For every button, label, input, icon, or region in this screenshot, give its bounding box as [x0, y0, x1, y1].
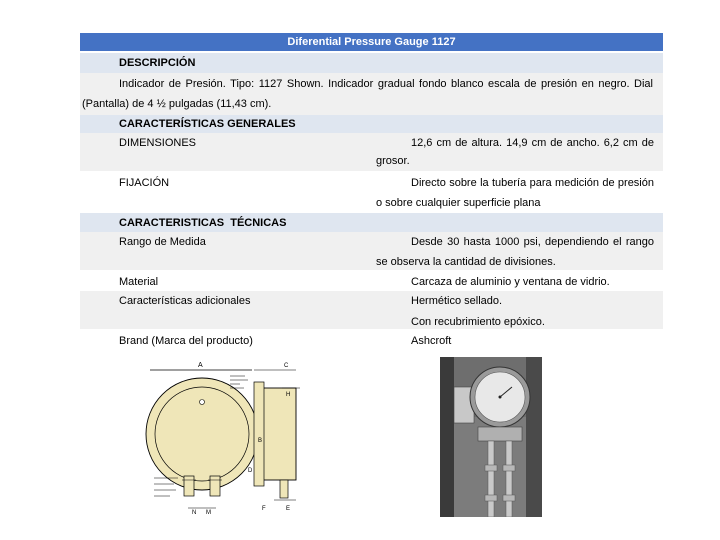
- dim-label-m: M: [206, 510, 211, 516]
- dim-label-a: A: [198, 362, 203, 369]
- brand-value: Ashcroft: [411, 335, 452, 347]
- technical-row-range: [80, 232, 663, 270]
- additional-label: Características adicionales: [119, 295, 251, 307]
- dim-label-h: H: [286, 392, 291, 398]
- material-value: Carcaza de aluminio y ventana de vidrio.: [411, 276, 610, 288]
- dim-label-f: F: [262, 506, 266, 512]
- dim-label-n: N: [192, 510, 197, 516]
- brand-label: Brand (Marca del producto): [119, 335, 253, 347]
- range-label: Rango de Medida: [119, 236, 206, 248]
- additional-value-line-2: Con recubrimiento epóxico.: [411, 316, 545, 328]
- general-row-dimensions: [80, 133, 663, 171]
- dim-label-e: E: [286, 506, 291, 512]
- technical-heading: CARACTERISTICAS TÉCNICAS: [119, 217, 287, 229]
- description-section: [80, 53, 663, 73]
- range-value-line-2: se observa la cantidad de divisiones.: [376, 256, 556, 268]
- material-label: Material: [119, 276, 159, 288]
- dim-label-b: B: [258, 438, 263, 444]
- gauge-photo: [440, 357, 542, 517]
- dim-label-d: D: [248, 468, 253, 474]
- general-heading: CARACTERÍSTICAS GENERALES: [119, 118, 296, 130]
- dimensions-label: DIMENSIONES: [119, 137, 197, 149]
- technical-row-additional: [80, 291, 663, 329]
- description-body: [80, 73, 663, 115]
- range-value-line-1: Desde 30 hasta 1000 psi, dependiendo el rango: [411, 236, 654, 248]
- technical-row-material: [80, 272, 663, 290]
- technical-section: [80, 213, 663, 232]
- description-heading: DESCRIPCIÓN: [119, 57, 196, 69]
- fixation-value-line-1: Directo sobre la tubería para medición de presión: [411, 177, 654, 189]
- additional-value-line-1: Hermético sellado.: [411, 295, 503, 307]
- technical-row-brand: [80, 331, 663, 349]
- general-section: [80, 115, 663, 133]
- general-row-fixation: [80, 173, 663, 211]
- dim-label-c: C: [284, 363, 289, 369]
- page-title: Diferential Pressure Gauge 1127: [80, 33, 663, 51]
- dimensions-value-line-1: 12,6 cm de altura. 14,9 cm de ancho. 6,2 cm de: [411, 137, 654, 149]
- fixation-value-line-2: o sobre cualquier superficie plana: [376, 197, 541, 209]
- description-line-2: (Pantalla) de 4 ½ pulgadas (11,43 cm).: [82, 98, 272, 110]
- gauge-dimension-diagram: [140, 358, 310, 516]
- dimensions-value-line-2: grosor.: [376, 155, 410, 167]
- fixation-label: FIJACIÓN: [119, 177, 170, 189]
- description-line-1: Indicador de Presión. Tipo: 1127 Shown. Indicador gradual fondo blanco escala de presión en negro. Dial: [119, 78, 653, 90]
